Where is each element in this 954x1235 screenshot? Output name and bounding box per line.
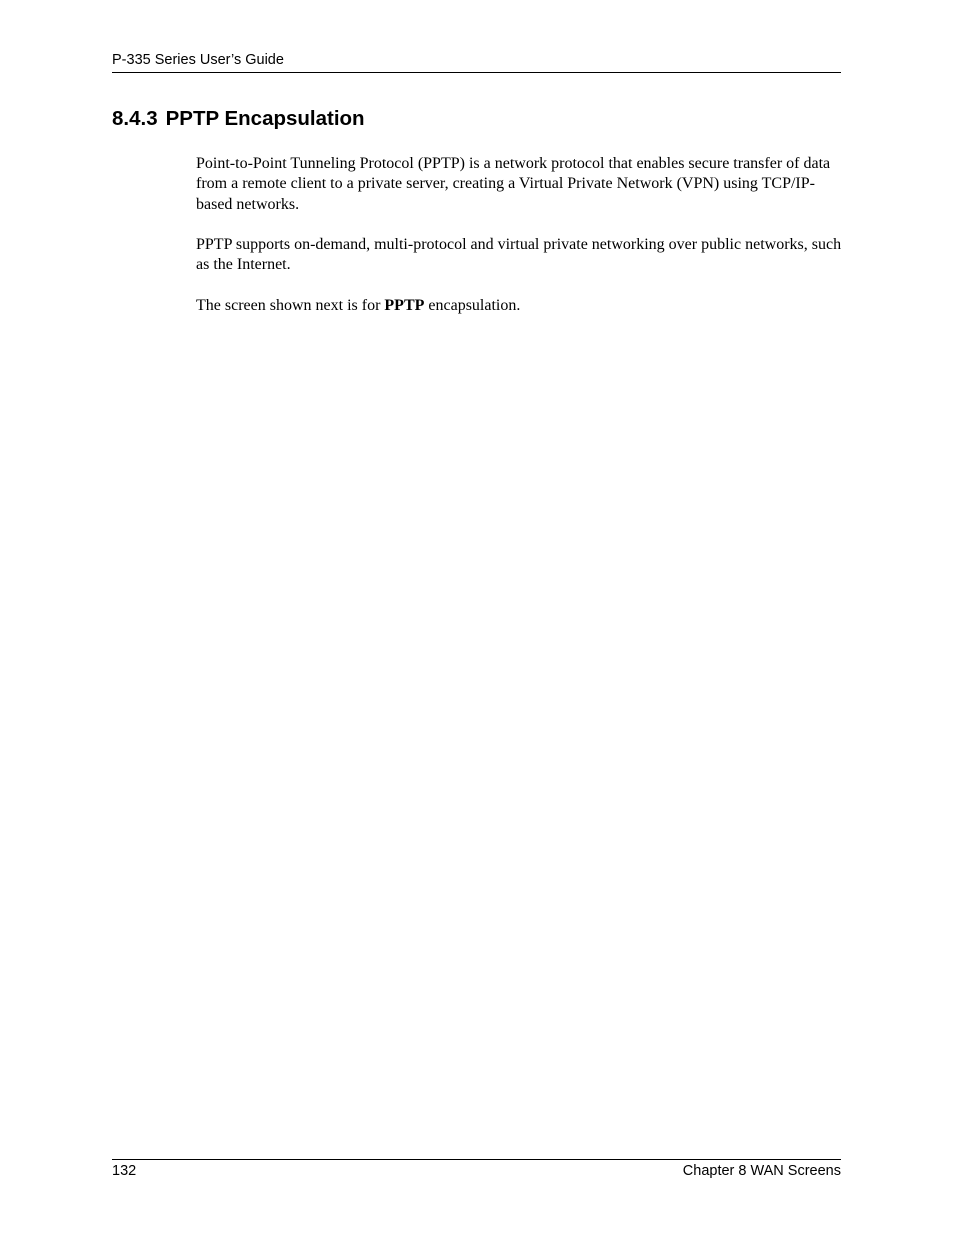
page-number: 132 bbox=[112, 1163, 137, 1179]
chapter-title: Chapter 8 WAN Screens bbox=[682, 1163, 841, 1179]
paragraph-pptp-definition: Point-to-Point Tunneling Protocol (PPTP) is a network protocol that enables secure transfer of data from a remote client to a private server, creating a Virtual Private Network (VPN) using TCP/IP-based networks. bbox=[196, 155, 831, 213]
paragraph-pptp-support: PPTP supports on-demand, multi-protocol and virtual private networking over public networks, such as the Internet. bbox=[196, 236, 842, 274]
screen-intro-text: The screen shown next is for bbox=[196, 297, 385, 315]
section-heading bbox=[112, 105, 365, 133]
screen-intro-suffix: encapsulation. bbox=[424, 297, 521, 315]
body-text bbox=[196, 154, 844, 337]
section-number: 8.4.3 bbox=[112, 107, 158, 130]
pptp-bold-term: PPTP bbox=[384, 297, 425, 315]
section-title: PPTP Encapsulation bbox=[165, 107, 365, 130]
paragraph-screen-intro bbox=[196, 296, 844, 316]
running-header bbox=[112, 51, 841, 73]
guide-title: P-335 Series User’s Guide bbox=[112, 52, 284, 68]
running-footer bbox=[112, 1159, 841, 1181]
